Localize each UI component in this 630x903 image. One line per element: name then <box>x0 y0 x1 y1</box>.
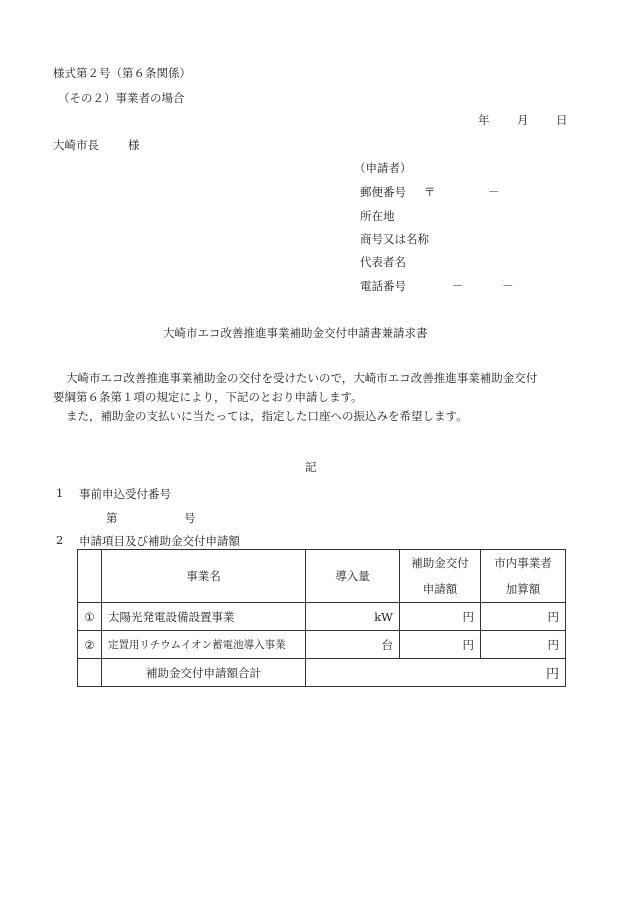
row-local-yen: 円 <box>481 631 566 659</box>
section-1-number: 1 <box>56 486 64 500</box>
total-blank-cell <box>78 659 102 687</box>
form-number: 様式第２号（第６条関係） <box>53 66 191 80</box>
table-row <box>78 631 566 659</box>
addressee-name: 大崎市長 <box>53 138 99 152</box>
applicant-heading: （申請者） <box>354 161 412 175</box>
document-title: 大崎市エコ改善推進事業補助金交付申請書兼請求書 <box>163 326 428 340</box>
body-line-2: 要綱第６条第１項の規定により，下記のとおり申請します。 <box>53 390 363 404</box>
phone-dash-1: － <box>452 279 464 293</box>
header-no-cell <box>78 550 102 603</box>
table-total-row <box>78 659 566 687</box>
row-number: ② <box>78 631 102 659</box>
representative-label: 代表者名 <box>360 255 406 269</box>
phone-label: 電話番号 <box>360 279 406 293</box>
address-label: 所在地 <box>360 209 395 223</box>
table-row <box>78 603 566 631</box>
section-2-label: 申請項目及び補助金交付申請額 <box>79 534 240 548</box>
receipt-go: 号 <box>184 511 196 525</box>
ki-marker: 記 <box>305 460 317 474</box>
postal-label: 郵便番号 <box>360 185 406 199</box>
total-label: 補助金交付申請額合計 <box>102 659 306 687</box>
header-project: 事業名 <box>102 550 306 603</box>
body-line-3: また，補助金の支払いに当たっては，指定した口座への振込みを希望します。 <box>66 409 468 423</box>
date-year: 年 <box>478 113 490 127</box>
row-subsidy-yen: 円 <box>400 631 481 659</box>
row-quantity-unit: kW <box>306 603 400 631</box>
phone-dash-2: － <box>502 279 514 293</box>
header-subsidy-line-2: 申請額 <box>422 582 458 596</box>
header-quantity: 導入量 <box>306 550 400 603</box>
postal-mark: 〒 <box>424 185 436 199</box>
section-2-number: 2 <box>56 533 64 547</box>
row-quantity-unit: 台 <box>306 631 400 659</box>
header-local-line-2: 加算額 <box>505 582 541 596</box>
application-table <box>77 549 566 687</box>
body-line-1: 大崎市エコ改善推進事業補助金の交付を受けたいので，大崎市エコ改善推進事業補助金交付 <box>66 371 538 385</box>
row-project-name: 定置用リチウムイオン蓄電池導入事業 <box>102 631 306 659</box>
total-amount-yen: 円 <box>306 659 566 687</box>
header-subsidy-line-1: 補助金交付 <box>411 556 469 570</box>
company-label: 商号又は名称 <box>360 232 429 246</box>
postal-dash: － <box>488 185 500 199</box>
row-subsidy-yen: 円 <box>400 603 481 631</box>
row-project-name: 太陽光発電設備設置事業 <box>102 603 306 631</box>
header-subsidy <box>400 550 481 603</box>
header-local-line-1: 市内事業者 <box>494 556 552 570</box>
header-local-addition <box>481 550 566 603</box>
date-day: 日 <box>556 113 568 127</box>
section-1-label: 事前申込受付番号 <box>79 487 171 501</box>
row-number: ① <box>78 603 102 631</box>
row-local-yen: 円 <box>481 603 566 631</box>
date-month: 月 <box>517 113 529 127</box>
table-header-row <box>78 550 566 603</box>
form-case: （その２）事業者の場合 <box>58 91 185 105</box>
addressee-honorific: 様 <box>128 138 140 152</box>
receipt-dai: 第 <box>106 511 118 525</box>
